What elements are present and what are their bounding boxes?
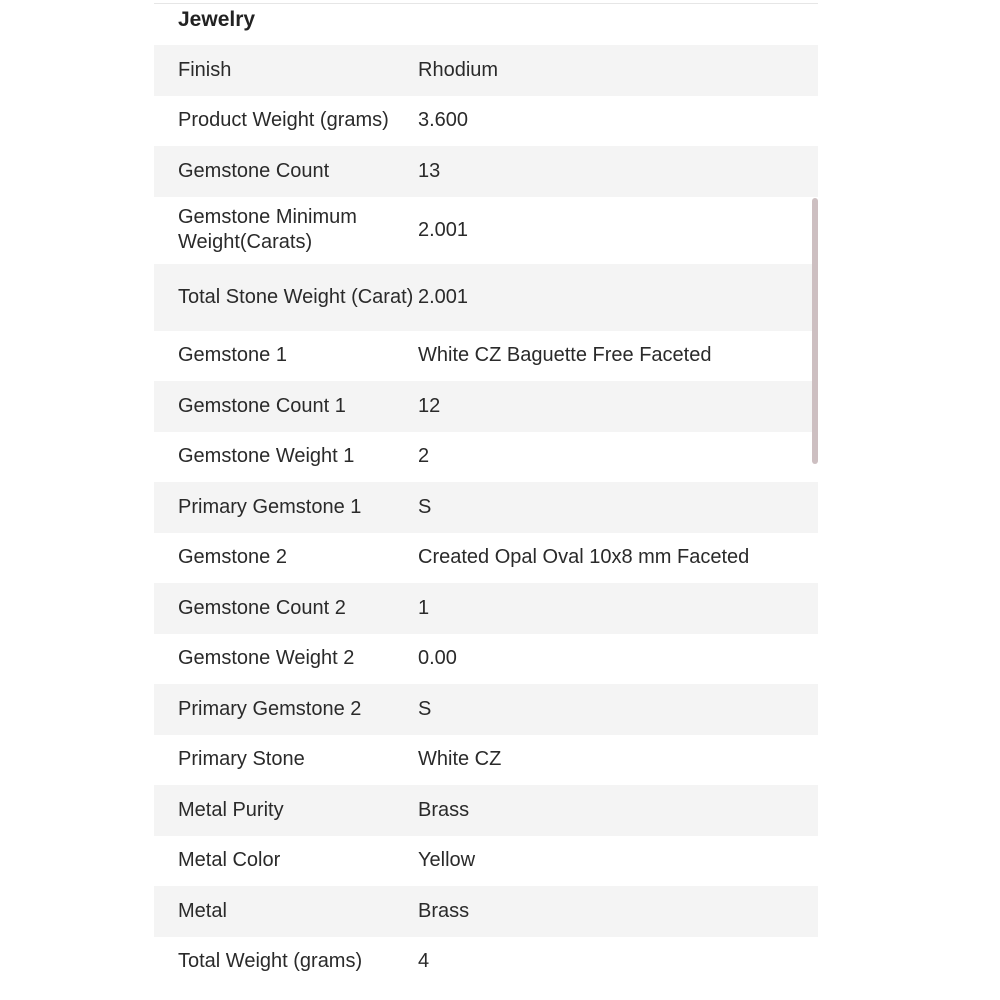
spec-value: 13 xyxy=(418,159,441,182)
spec-label: Gemstone Count xyxy=(178,159,330,182)
table-row xyxy=(154,482,818,533)
spec-value: 12 xyxy=(418,394,441,417)
spec-table xyxy=(154,45,818,987)
table-row xyxy=(154,937,818,988)
spec-label: Metal xyxy=(178,899,227,922)
spec-value: 2.001 xyxy=(418,285,469,308)
spec-value: White CZ xyxy=(418,748,502,771)
table-row xyxy=(154,432,818,483)
spec-label: Metal Color xyxy=(178,849,281,872)
table-row xyxy=(154,96,818,147)
spec-value: 2.001 xyxy=(418,218,469,241)
table-row xyxy=(154,331,818,382)
spec-value: Brass xyxy=(418,798,470,821)
table-row xyxy=(154,836,818,887)
spec-label: Total Weight (grams) xyxy=(178,950,363,973)
top-divider xyxy=(154,3,818,4)
category-title: Jewelry xyxy=(178,8,256,31)
table-row xyxy=(154,785,818,836)
scrollbar-thumb[interactable] xyxy=(812,198,818,464)
spec-label: Metal Purity xyxy=(178,798,284,821)
spec-value: S xyxy=(418,495,432,518)
spec-label: Primary Gemstone 2 xyxy=(178,697,362,720)
table-row xyxy=(154,381,818,432)
spec-value: Created Opal Oval 10x8 mm Faceted xyxy=(418,546,750,569)
spec-label: Total Stone Weight (Carat) xyxy=(178,285,414,308)
spec-value: S xyxy=(418,697,432,720)
spec-label: Finish xyxy=(178,58,232,81)
spec-value: 3.600 xyxy=(418,109,469,132)
spec-value: 4 xyxy=(418,950,430,973)
table-row xyxy=(154,197,818,264)
table-row xyxy=(154,583,818,634)
spec-label: Primary Gemstone 1 xyxy=(178,495,362,518)
spec-label: Gemstone Minimum Weight(Carats) xyxy=(178,206,357,253)
table-row xyxy=(154,533,818,584)
spec-label: Gemstone Count 1 xyxy=(178,394,346,417)
spec-value: Brass xyxy=(418,899,470,922)
table-row xyxy=(154,264,818,331)
spec-label: Primary Stone xyxy=(178,748,305,771)
spec-label: Gemstone Weight 1 xyxy=(178,445,355,468)
spec-value: Yellow xyxy=(418,849,476,872)
table-row xyxy=(154,45,818,96)
spec-label: Gemstone 2 xyxy=(178,546,287,569)
spec-value: 0.00 xyxy=(418,647,457,670)
table-row xyxy=(154,886,818,937)
spec-value: White CZ Baguette Free Faceted xyxy=(418,344,712,367)
spec-value: 1 xyxy=(418,596,430,619)
table-row xyxy=(154,634,818,685)
spec-value: 2 xyxy=(418,445,430,468)
table-row xyxy=(154,146,818,197)
spec-value: Rhodium xyxy=(418,58,499,81)
spec-label: Gemstone Count 2 xyxy=(178,596,346,619)
jewelry-specs-panel xyxy=(154,0,818,1000)
table-row xyxy=(154,735,818,786)
spec-label: Gemstone Weight 2 xyxy=(178,647,355,670)
spec-label: Gemstone 1 xyxy=(178,344,287,367)
table-row xyxy=(154,684,818,735)
spec-label: Product Weight (grams) xyxy=(178,109,389,132)
